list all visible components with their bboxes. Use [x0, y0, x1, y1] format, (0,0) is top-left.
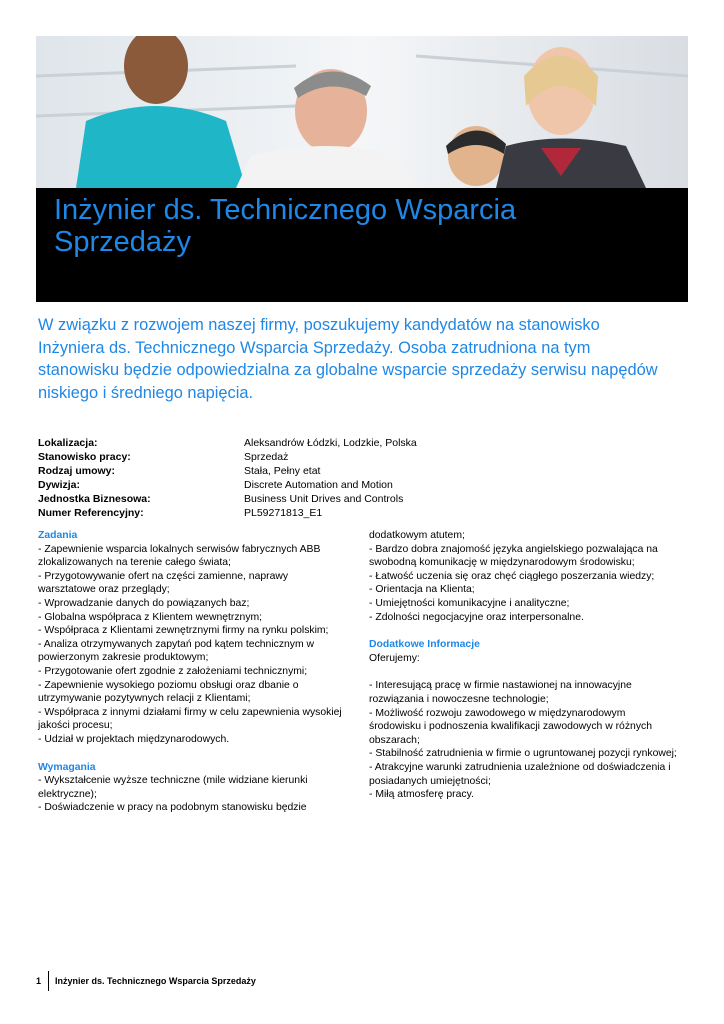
list-item: - Analiza otrzymywanych zapytań pod kątem technicznym w powierzonym zakresie produktowym;: [38, 638, 315, 664]
title-band: [36, 188, 688, 302]
list-item: - Przygotowanie ofert zgodnie z założeniami technicznymi;: [38, 665, 308, 677]
right-column: [369, 529, 679, 802]
detail-value: Stała, Pełny etat: [244, 465, 321, 477]
detail-label: Rodzaj umowy:: [38, 465, 116, 477]
footer-divider: [48, 971, 49, 991]
page-title: Inżynier ds. Technicznego Wsparcia Sprzedaży: [54, 194, 517, 258]
list-item: - Współpraca z Klientami zewnętrznymi firmy na rynku polskim;: [38, 625, 329, 637]
section-heading-dodatkowe: Dodatkowe Informacje: [369, 639, 480, 651]
list-item: - Zapewnienie wsparcia lokalnych serwisów fabrycznych ABB zlokalizowanych na terenie całego świata;: [38, 543, 321, 569]
detail-label: Stanowisko pracy:: [38, 451, 131, 463]
list-item: - Bardzo dobra znajomość języka angielskiego pozwalająca na swobodną komunikację w międzynarodowym środowisku;: [369, 543, 658, 569]
footer-title: Inżynier ds. Technicznego Wsparcia Sprzedaży: [55, 976, 256, 986]
list-item: - Wprowadzanie danych do powiązanych baz;: [38, 597, 250, 609]
list-item: - Globalna współpraca z Klientem wewnętrznym;: [38, 611, 263, 623]
detail-value: Aleksandrów Łódzki, Lodzkie, Polska: [244, 437, 417, 449]
detail-value: Business Unit Drives and Controls: [244, 493, 404, 505]
detail-row-location: [38, 436, 658, 450]
list-item: - Interesującą pracę w firmie nastawionej na innowacyjne rozwiązania i nowoczesne technologie;: [369, 680, 632, 705]
detail-row-business-unit: [38, 492, 658, 506]
list-item: - Zapewnienie wysokiego poziomu obsługi oraz dbanie o utrzymywanie pozytywnych relacji z Klientami;: [38, 679, 299, 705]
page-footer: [36, 971, 256, 991]
list-item: - Doświadczenie w pracy na podobnym stanowisku będzie: [38, 802, 307, 814]
list-item: - Łatwość uczenia się oraz chęć ciągłego poszerzania wiedzy;: [369, 570, 655, 582]
detail-label: Dywizja:: [38, 479, 81, 491]
detail-label: Numer Referencyjny:: [38, 507, 144, 519]
detail-value: PL59271813_E1: [244, 507, 323, 519]
page-number: 1: [36, 976, 42, 986]
job-details: [38, 436, 658, 520]
list-item: dodatkowym atutem;: [369, 530, 465, 541]
detail-row-contract: [38, 464, 658, 478]
list-item: - Udział w projektach międzynarodowych.: [38, 733, 230, 745]
list-item: - Zdolności negocjacyjne oraz interpersonalne.: [369, 611, 584, 623]
section-heading-zadania: Zadania: [38, 530, 78, 541]
detail-row-reference: [38, 506, 658, 520]
hero-photo: [36, 36, 688, 188]
intro-text: W związku z rozwojem naszej firmy, poszukujemy kandydatów na stanowisko Inżyniera ds. Technicznego Wsparcia Sprzedaży. Osoba zatrudniona na tym stanowisku będzie odpowiedzialna za globalne wsparcie sprzedaży serwisu napędów niskiego i średniego napięcia.: [38, 316, 658, 402]
list-item: - Orientacja na Klienta;: [369, 584, 475, 596]
list-item: - Możliwość rozwoju zawodowego w międzynarodowym środowisku i podnoszenia kwalifikacji zawodowych w różnych obszarach;: [369, 707, 652, 746]
left-column: [38, 529, 348, 815]
detail-value: Discrete Automation and Motion: [244, 479, 393, 491]
list-item: - Wykształcenie wyższe techniczne (mile widziane kierunki elektryczne);: [38, 775, 308, 800]
detail-row-position: [38, 450, 658, 464]
list-item: - Stabilność zatrudnienia w firmie o ugruntowanej pozycji rynkowej;: [369, 748, 677, 760]
list-item: - Umiejętności komunikacyjne i analityczne;: [369, 597, 570, 609]
list-item: - Współpraca z innymi działami firmy w celu zapewnienia wysokiej jakości procesu;: [38, 706, 342, 732]
list-item: - Przygotowywanie ofert na części zamienne, naprawy warsztatowe oraz przeglądy;: [38, 570, 289, 596]
detail-value: Sprzedaż: [244, 451, 289, 463]
list-item: - Miłą atmosferę pracy.: [369, 789, 474, 801]
section-heading-wymagania: Wymagania: [38, 761, 96, 773]
detail-label: Lokalizacja:: [38, 437, 98, 449]
detail-label: Jednostka Biznesowa:: [38, 493, 151, 505]
list-item: - Atrakcyjne warunki zatrudnienia uzależnione od doświadczenia i posiadanych umiejętności;: [369, 761, 671, 787]
detail-row-division: [38, 478, 658, 492]
offer-label: Oferujemy:: [369, 652, 420, 664]
